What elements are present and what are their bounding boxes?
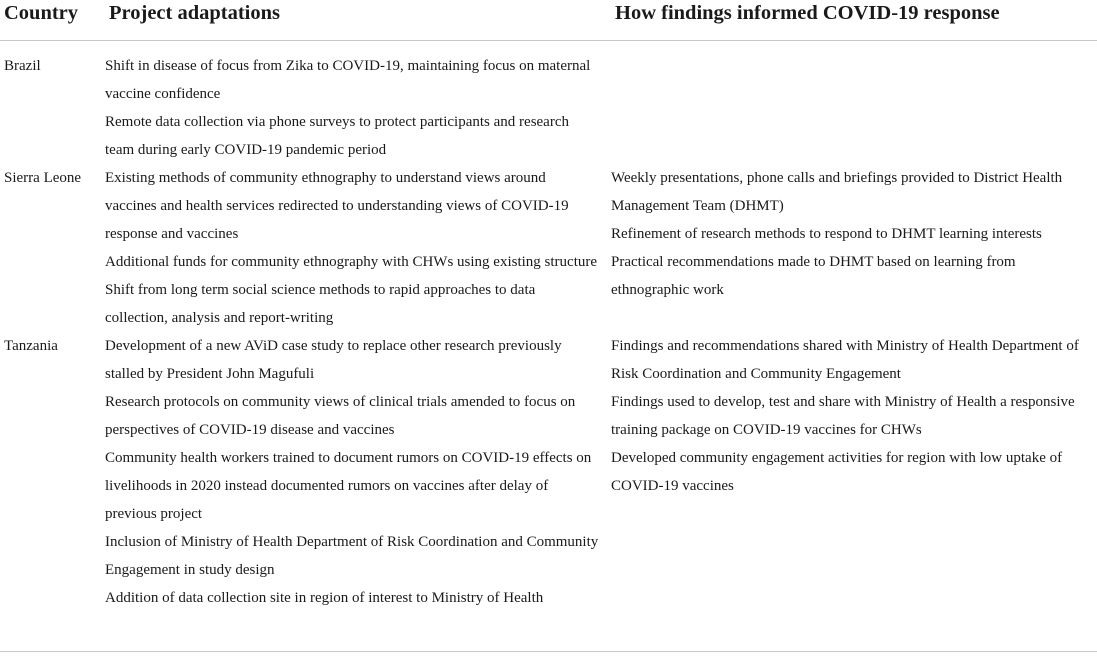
table-row-brazil <box>0 52 1097 164</box>
adaptations-cell <box>105 164 611 332</box>
finding-item: Weekly presentations, phone calls and briefings provided to District Health Management Team (DHMT) <box>611 170 1063 214</box>
adaptations-cell <box>105 332 611 612</box>
header-project-adaptations: Project adaptations <box>109 2 281 24</box>
finding-item: Findings and recommendations shared with Ministry of Health Department of Risk Coordination and Community Engagement <box>611 338 1079 382</box>
table-header-row <box>0 0 1097 41</box>
country-cell: Sierra Leone <box>4 170 82 186</box>
adaptation-item: Shift in disease of focus from Zika to COVID-19, maintaining focus on maternal vaccine confidence <box>105 58 591 102</box>
header-findings-response: How findings informed COVID-19 response <box>615 2 1000 24</box>
adaptation-item: Shift from long term social science methods to rapid approaches to data collection, analysis and report-writing <box>105 282 536 326</box>
adaptation-item: Additional funds for community ethnography with CHWs using existing structure <box>105 254 598 270</box>
adaptation-item: Remote data collection via phone surveys to protect participants and research team during early COVID-19 pandemic period <box>105 114 569 158</box>
adaptation-item: Addition of data collection site in region of interest to Ministry of Health <box>105 590 544 606</box>
table-bottom-rule <box>0 651 1097 652</box>
finding-item: Developed community engagement activities for region with low uptake of COVID-19 vaccines <box>611 450 1063 494</box>
table-row-tanzania <box>0 332 1097 612</box>
header-country: Country <box>4 2 79 24</box>
finding-item: Refinement of research methods to respond to DHMT learning interests <box>611 226 1042 242</box>
findings-cell <box>611 52 1097 164</box>
adaptation-item: Existing methods of community ethnography to understand views around vaccines and health services redirected to understanding views of COVID-19 response and vaccines <box>105 170 569 242</box>
table-row-sierra-leone <box>0 164 1097 332</box>
country-cell: Brazil <box>4 58 41 74</box>
finding-item: Practical recommendations made to DHMT based on learning from ethnographic work <box>611 254 1016 298</box>
findings-cell <box>611 332 1097 612</box>
adaptation-item: Research protocols on community views of clinical trials amended to focus on perspectives of COVID-19 disease and vaccines <box>105 394 576 438</box>
adaptation-item: Inclusion of Ministry of Health Department of Risk Coordination and Community Engagement in study design <box>105 534 599 578</box>
country-cell: Tanzania <box>4 338 58 354</box>
findings-cell <box>611 164 1097 332</box>
adaptations-cell <box>105 52 611 164</box>
table-body <box>0 41 1097 612</box>
adaptation-item: Community health workers trained to document rumors on COVID-19 effects on livelihoods in 2020 instead documented rumors on vaccines after delay of previous project <box>105 450 592 522</box>
adaptation-item: Development of a new AViD case study to replace other research previously stalled by President John Magufuli <box>105 338 562 382</box>
finding-item: Findings used to develop, test and share with Ministry of Health a responsive training package on COVID-19 vaccines for CHWs <box>611 394 1075 438</box>
